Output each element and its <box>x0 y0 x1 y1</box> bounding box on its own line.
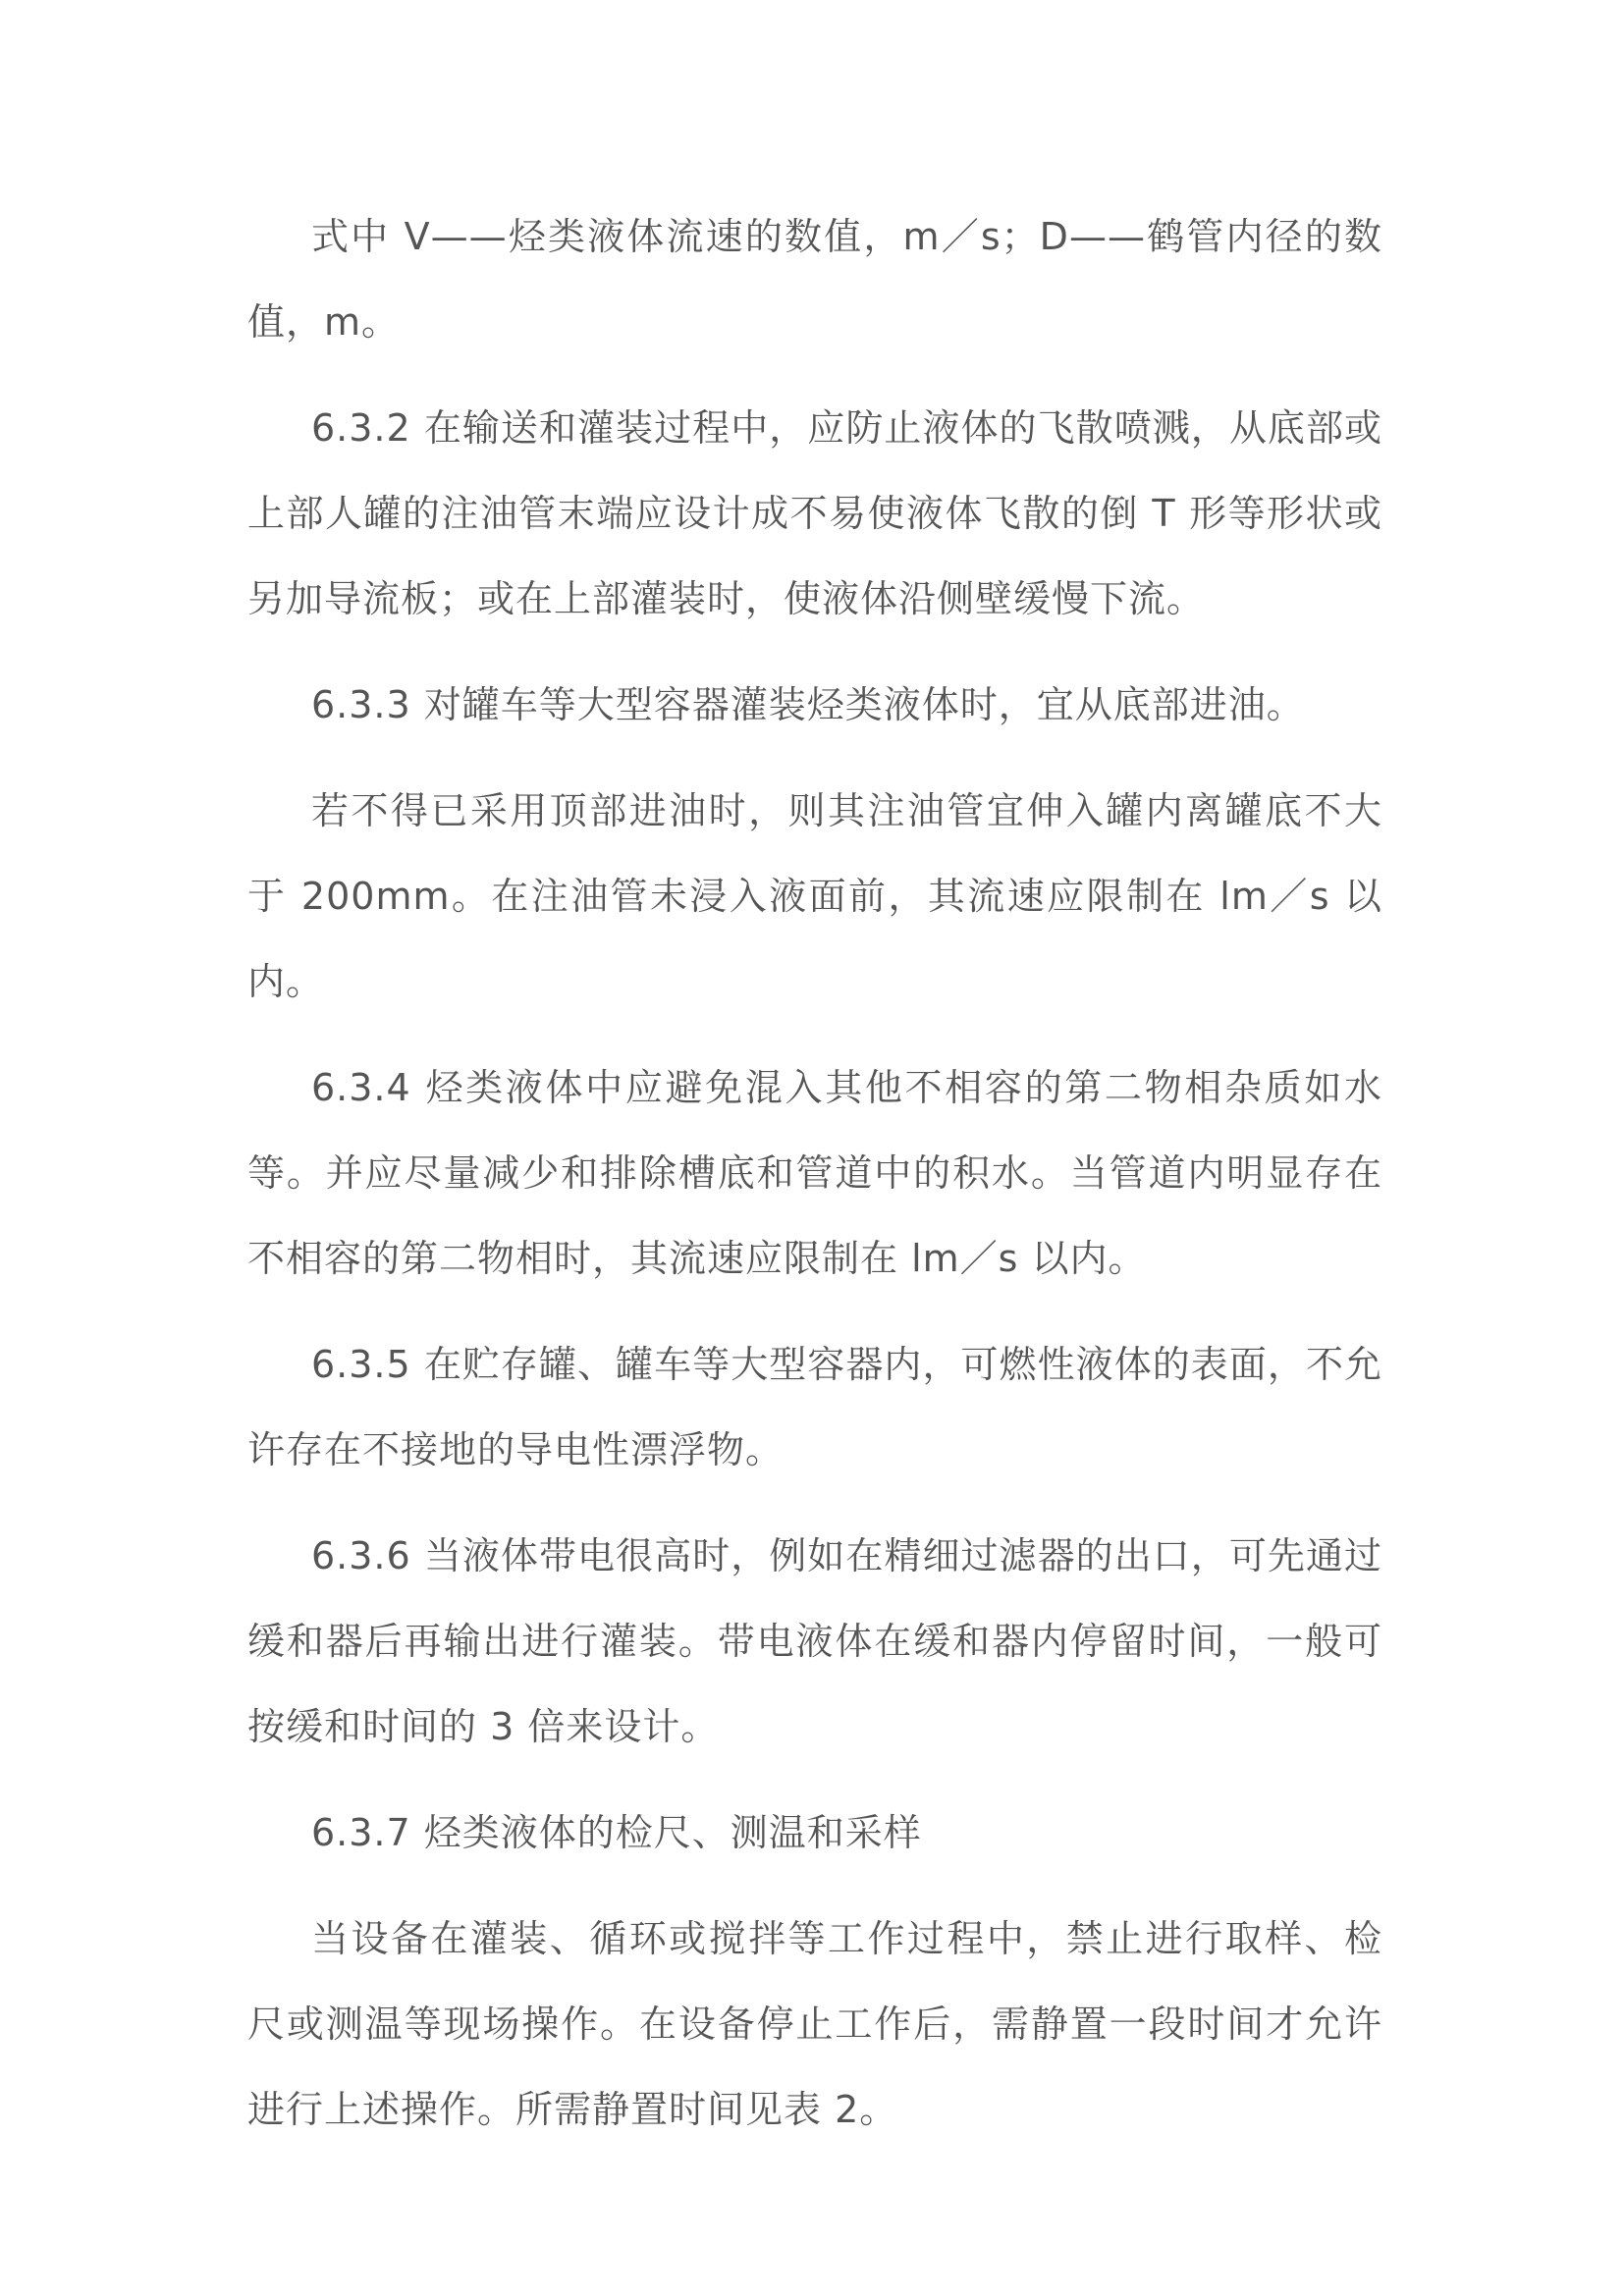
paragraph-6-3-6: 6.3.6 当液体带电很高时，例如在精细过滤器的出口，可先通过缓和器后再输出进行灌装。带电液体在缓和器内停留时间，一般可按缓和时间的 3 倍来设计。 <box>247 1534 1382 1748</box>
paragraph-6-3-5: 6.3.5 在贮存罐、罐车等大型容器内，可燃性液体的表面，不允许存在不接地的导电性漂浮物。 <box>247 1343 1382 1471</box>
paragraph-6-3-4: 6.3.4 烃类液体中应避免混入其他不相容的第二物相杂质如水等。并应尽量减少和排除槽底和管道中的积水。当管道内明显存在不相容的第二物相时，其流速应限制在 lm／s 以内。 <box>247 1066 1382 1280</box>
paragraph-6-3-7: 6.3.7 烃类液体的检尺、测温和采样 <box>311 1811 922 1854</box>
document-body <box>247 194 1382 2173</box>
paragraph-formula-definition: 式中 V——烃类液体流速的数值，m／s；D——鹤管内径的数值，m。 <box>247 215 1382 344</box>
paragraph-sampling-rule: 当设备在灌装、循环或搅拌等工作过程中，禁止进行取样、检尺或测温等现场操作。在设备停止工作后，需静置一段时间才允许进行上述操作。所需静置时间见表 2。 <box>247 1917 1382 2131</box>
paragraph-top-filling: 若不得已采用顶部进油时，则其注油管宜伸入罐内离罐底不大于 200mm。在注油管未浸入液面前，其流速应限制在 lm／s 以内。 <box>247 789 1382 1003</box>
paragraph-6-3-3: 6.3.3 对罐车等大型容器灌装烃类液体时，宜从底部进油。 <box>311 683 1305 726</box>
paragraph-6-3-2: 6.3.2 在输送和灌装过程中，应防止液体的飞散喷溅，从底部或上部人罐的注油管末端应设计成不易使液体飞散的倒 T 形等形状或另加导流板；或在上部灌装时，使液体沿侧壁缓慢下流。 <box>247 406 1382 620</box>
